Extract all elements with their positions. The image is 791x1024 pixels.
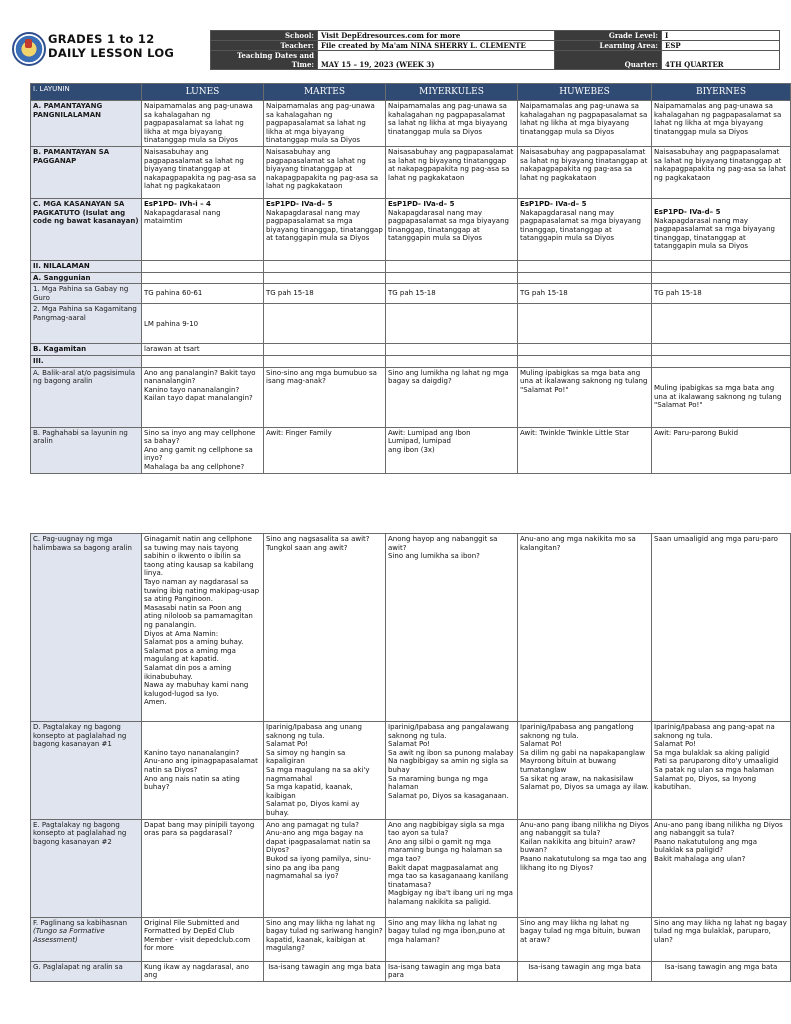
competency-code: EsP1PD- IVh-i – 4 — [144, 199, 211, 208]
cell: TG pah 15-18 — [264, 284, 386, 304]
row-label-iii: III. — [31, 355, 142, 367]
row-label-pagtalakay-1: D. Pagtalakay ng bagong konsepto at paglalahad ng bagong kasanayan #1 — [31, 722, 142, 820]
cell: Awit: Paru-parong Bukid — [652, 427, 791, 473]
cell: Naisasabuhay ang pagpapasalamat sa lahat ng biyayang tinatanggap at nakapagpapakita ng pag-asa sa lahat ng pagkakataon — [264, 146, 386, 198]
cell: Sino ang may likha ng lahat ng bagay tulad ng mga bulaklak, paruparo, ulan? — [652, 917, 791, 961]
cell: Sino ang may likha ng lahat ng bagay tulad ng mga bituin, buwan at araw? — [518, 917, 652, 961]
paglinang-sublabel: (Tungo sa Formative Assessment) — [33, 927, 105, 944]
document-header — [12, 30, 768, 70]
area-value: ESP — [662, 41, 780, 51]
lesson-table-part-2 — [30, 533, 791, 982]
cell: Iparinig/Ipabasa ang pangatlong saknong ng tula. Salamat Po! Sa dilim ng gabi na napakapanglaw Mayroong bituin at buwang tumatanglaw Sa sikat ng araw, na nakasisilaw Salamat po, Diyos sa umaga ay ilaw. — [518, 722, 652, 820]
competency-code: EsP1PD- IVa-d– 5 — [654, 207, 721, 216]
cell: Sino ang nagsasalita sa awit? Tungkol saan ang awit? — [264, 534, 386, 722]
cell: TG pah 15-18 — [518, 284, 652, 304]
dates-value: MAY 15 – 19, 2023 (WEEK 3) — [318, 51, 555, 70]
cell — [518, 344, 652, 356]
table-row — [31, 304, 791, 344]
area-label: Learning Area: — [555, 41, 662, 51]
competency-text: Nakapagdarasal nang may pagpapasalamat sa mga biyayang tinanggap, tinatanggap at tatanggapin mula sa Diyos — [266, 208, 383, 243]
row-label-sanggunian: A. Sanggunian — [31, 272, 142, 284]
dates-label: Teaching Dates and Time: — [211, 51, 318, 70]
cell: Anu-ano pang ibang nilikha ng Diyos ang nabanggit sa tula? Kailan nakikita ang bituin? araw? buwan? Paano nakatutulong sa mga tao ang likhang ito ng Diyos? — [518, 819, 652, 917]
cell: Iparinig/Ipabasa ang pangalawang saknong ng tula. Salamat Po! Sa awit ng ibon sa punong malabay Na nagbibigay sa amin ng sigla sa buhay Sa maraming bunga ng mga halaman Salamat po, Diyos sa kasaganaan. — [386, 722, 518, 820]
table-row — [31, 355, 791, 367]
cell: Naipamamalas ang pag-unawa sa kahalagahan ng pagpapasalamat sa lahat ng likha at mga biyayang tinatanggap mula sa Diyos — [264, 101, 386, 147]
quarter-value: 4TH QUARTER — [662, 51, 780, 70]
layunin-header: I. LAYUNIN — [31, 84, 142, 101]
cell: Awit: Lumipad ang Ibon Lumipad, lumipad ang ibon (3x) — [386, 427, 518, 473]
cell: TG pah 15-18 — [652, 284, 791, 304]
school-label: School: — [211, 31, 318, 41]
row-label-pagtalakay-2: E. Pagtalakay ng bagong konsepto at paglalahad ng bagong kasanayan #2 — [31, 819, 142, 917]
row-label-pamantayan-sa-pagganap: B. PAMANTAYAN SA PAGGANAP — [31, 146, 142, 198]
day-header-miyerkules: MIYERKULES — [386, 84, 518, 101]
cell — [264, 304, 386, 344]
row-label-pamantayang-pangnilalaman: A. PAMANTAYANG PANGNILALAMAN — [31, 101, 142, 147]
cell: Anu-ano pang ibang nilikha ng Diyos ang nabanggit sa tula? Paano nakatutulong ang mga bulaklak sa paligid? Bakit mahalaga ang ulan? — [652, 819, 791, 917]
table-row — [31, 722, 791, 820]
cell: TG pahina 60-61 — [142, 284, 264, 304]
cell: Muling ipabigkas sa mga bata ang una at ikalawang saknong ng tulang "Salamat Po!" — [652, 367, 791, 427]
cell: Kanino tayo nananalangin? Anu-ano ang ipinagpapasalamat natin sa Diyos? Ano ang nais natin sa ating buhay? — [142, 722, 264, 820]
competency-code: EsP1PD- IVa-d– 5 — [388, 199, 455, 208]
row-label-pag-uugnay: C. Pag-uugnay ng mga halimbawa sa bagong aralin — [31, 534, 142, 722]
cell — [652, 304, 791, 344]
cell — [652, 198, 791, 260]
table-row — [31, 367, 791, 427]
table-row — [31, 917, 791, 961]
document-title — [48, 32, 174, 60]
cell: Awit: Finger Family — [264, 427, 386, 473]
school-value: Visit DepEdresources.com for more — [318, 31, 555, 41]
row-label-kagamitan: B. Kagamitan — [31, 344, 142, 356]
row-label-kagamitang-pangmag-aaral: 2. Mga Pahina sa Kagamitang Pangmag-aaral — [31, 304, 142, 344]
cell: Naipamamalas ang pag-unawa sa kahalagahan ng pagpapasalamat sa lahat ng likha at mga biyayang tinatanggap mula sa Diyos — [518, 101, 652, 147]
cell: Anong hayop ang nabanggit sa awit? Sino ang lumikha sa ibon? — [386, 534, 518, 722]
cell — [264, 344, 386, 356]
cell: Iparinig/Ipabasa ang pang-apat na saknong ng tula. Salamat Po! Sa mga bulaklak sa aking paligid Pati sa paruparong dito'y umaaligid Sa patak ng ulan sa mga halaman Salamat po, Diyos, sa Inyong kabutihan. — [652, 722, 791, 820]
cell: Ginagamit natin ang cellphone sa tuwing may nais tayong sabihin o ikwento o ibilin sa taong ating kausap sa kabilang linya. Tayo naman ay nagdarasal sa tuwing ibig nating makipag-usap sa ating Panginoon. Masasabi natin sa Poon ang ating niloloob sa pamamagitan ng panalangin. Diyos at Ama Namin: Salamat pos a aming buhay. Salamat pos a aming mga magulang at kapatid. Salamat din pos a aming ikinabubuhay. Nawa ay mabuhay kami nang kalugod-lugod sa Iyo. Amen. — [142, 534, 264, 722]
row-label-nilalaman: II. NILALAMAN — [31, 260, 142, 272]
cell: Isa-isang tawagin ang mga bata para — [386, 961, 518, 981]
row-label-gabay-ng-guro: 1. Mga Pahina sa Gabay ng Guro — [31, 284, 142, 304]
row-label-balik-aral: A. Balik-aral at/o pagsisimula ng bagong aralin — [31, 367, 142, 427]
table-row — [31, 427, 791, 473]
table-row — [31, 272, 791, 284]
kasanayan-label-text: C. MGA KASANAYAN SA PAGKATUTO (Isulat ang code ng bawat kasanayan) — [33, 199, 139, 226]
cell: Sino ang may likha ng lahat ng bagay tulad ng mga ibon,puno at mga halaman? — [386, 917, 518, 961]
info-table — [210, 30, 780, 70]
day-header-martes: MARTES — [264, 84, 386, 101]
row-label-paglalapat: G. Paglalapat ng aralin sa — [31, 961, 142, 981]
teacher-label: Teacher: — [211, 41, 318, 51]
cell: Naipamamalas ang pag-unawa sa kahalagahan ng pagpapasalamat sa lahat ng likha at mga biyayang tinatanggap mula sa Diyos — [652, 101, 791, 147]
day-header-biyernes: BIYERNES — [652, 84, 791, 101]
title-line-2: DAILY LESSON LOG — [48, 46, 175, 60]
cell: Isa-isang tawagin ang mga bata — [264, 961, 386, 981]
cell — [264, 198, 386, 260]
cell: Naipamamalas ang pag-unawa sa kahalagahan ng pagpapasalamat sa lahat ng likha at mga biyayang tinatanggap mula sa Diyos — [142, 101, 264, 147]
cell — [518, 198, 652, 260]
table-row — [31, 146, 791, 198]
cell: Isa-isang tawagin ang mga bata — [518, 961, 652, 981]
cell — [142, 198, 264, 260]
cell — [386, 198, 518, 260]
cell: Kung ikaw ay nagdarasal, ano ang — [142, 961, 264, 981]
deped-seal-icon — [12, 32, 46, 66]
lesson-table-part-1 — [30, 83, 791, 474]
table-row — [31, 260, 791, 272]
table-row — [31, 534, 791, 722]
table-row — [31, 961, 791, 981]
cell — [386, 304, 518, 344]
cell: Naisasabuhay ang pagpapasalamat sa lahat ng biyayang tinatanggap at nakapagpapakita ng pag-asa sa lahat ng pagkakataon — [142, 146, 264, 198]
cell: TG pah 15-18 — [386, 284, 518, 304]
cell: larawan at tsart — [142, 344, 264, 356]
cell: Naisasabuhay ang pagpapasalamat sa lahat ng biyayang tinatanggap at nakapagpapakita ng pag-asa sa lahat ng pagkakataon — [652, 146, 791, 198]
teacher-value: File created by Ma'am NINA SHERRY L. CLEMENTE — [318, 41, 555, 51]
cell — [652, 344, 791, 356]
paglinang-label-text: F. Paglinang sa kabihasnan — [33, 918, 128, 927]
cell — [518, 304, 652, 344]
table-row — [31, 284, 791, 304]
cell: Ano ang pamagat ng tula? Anu-ano ang mga bagay na dapat ipagpasalamat natin sa Diyos? Bukod sa iyong pamilya, sinu-sino pa ang iba pang nagmamahal sa iyo? — [264, 819, 386, 917]
cell: Awit: Twinkle Twinkle Little Star — [518, 427, 652, 473]
cell: Dapat bang may pinipili tayong oras para sa pagdarasal? — [142, 819, 264, 917]
cell: Anu-ano ang mga nakikita mo sa kalangitan? — [518, 534, 652, 722]
competency-code: EsP1PD- IVa-d– 5 — [266, 199, 333, 208]
competency-text: Nakapagdarasal nang may pagpapasalamat sa mga biyayang tinanggap, tinatanggap at tatanggapin mula sa Diyos — [520, 208, 641, 243]
table-row — [31, 198, 791, 260]
cell: Naipamamalas ang pag-unawa sa kahalagahan ng pagpapasalamat sa lahat ng likha at mga biyayang tinatanggap mula sa Diyos — [386, 101, 518, 147]
competency-text: Nakapagdarasal nang mataimtim — [144, 208, 221, 226]
day-header-lunes: LUNES — [142, 84, 264, 101]
cell: Original File Submitted and Formatted by DepEd Club Member - visit depedclub.com for more — [142, 917, 264, 961]
cell: LM pahina 9-10 — [142, 304, 264, 344]
cell: Sino-sino ang mga bumubuo sa isang mag-anak? — [264, 367, 386, 427]
table-row — [31, 819, 791, 917]
cell: Muling ipabigkas sa mga bata ang una at ikalawang saknong ng tulang "Salamat Po!" — [518, 367, 652, 427]
competency-text: Nakapagdarasal nang may pagpapasalamat sa mga biyayang tinanggap, tinatanggap at tatanggapin mula sa Diyos — [388, 208, 509, 243]
competency-code: EsP1PD- IVa-d– 5 — [520, 199, 587, 208]
table-row — [31, 344, 791, 356]
table-row — [31, 101, 791, 147]
grade-value: I — [662, 31, 780, 41]
cell: Ano ang nagbibigay sigla sa mga tao ayon sa tula? Ano ang silbi o gamit ng mga maraming bunga ng halaman sa mga tao? Bakit dapat magpasalamat ang mga tao sa kasaganaang kanilang tinatamasa? Magbigay ng iba't ibang uri ng mga halamang nakikita sa paligid. — [386, 819, 518, 917]
cell: Ano ang panalangin? Bakit tayo nananalangin? Kanino tayo nananalangin? Kailan tayo dapat manalangin? — [142, 367, 264, 427]
header-row — [31, 84, 791, 101]
day-header-huwebes: HUWEBES — [518, 84, 652, 101]
grade-label: Grade Level: — [555, 31, 662, 41]
cell: Sino ang may likha ng lahat ng bagay tulad ng sariwang hangin? kapatid, kaanak, kaibigan at magulang? — [264, 917, 386, 961]
title-line-1: GRADES 1 to 12 — [48, 32, 155, 46]
row-label-kasanayan — [31, 198, 142, 260]
cell: Naisasabuhay ang pagpapasalamat sa lahat ng biyayang tinatanggap at nakapagpapakita ng pag-asa sa lahat ng pagkakataon — [518, 146, 652, 198]
cell: Naisasabuhay ang pagpapasalamat sa lahat ng biyayang tinatanggap at nakapagpapakita ng pag-asa sa lahat ng pagkakataon — [386, 146, 518, 198]
quarter-label: Quarter: — [555, 51, 662, 70]
row-label-paghahabi: B. Paghahabi sa layunin ng aralin — [31, 427, 142, 473]
cell: Sino sa inyo ang may cellphone sa bahay? Ano ang gamit ng cellphone sa inyo? Mahalaga ba ang cellphone? — [142, 427, 264, 473]
cell: Saan umaaligid ang mga paru-paro — [652, 534, 791, 722]
cell: Iparinig/Ipabasa ang unang saknong ng tula. Salamat Po! Sa simoy ng hangin sa kapaligiran Sa mga magulang na sa aki'y nagmamahal Sa mga kapatid, kaanak, kaibigan Salamat po, Diyos kami ay buhay. — [264, 722, 386, 820]
row-label-paglinang — [31, 917, 142, 961]
cell: Isa-isang tawagin ang mga bata — [652, 961, 791, 981]
cell: Sino ang lumikha ng lahat ng mga bagay sa daigdig? — [386, 367, 518, 427]
cell — [386, 344, 518, 356]
competency-text: Nakapagdarasal nang may pagpapasalamat sa mga biyayang tinanggap, tinatanggap at tatanggapin mula sa Diyos — [654, 216, 775, 251]
